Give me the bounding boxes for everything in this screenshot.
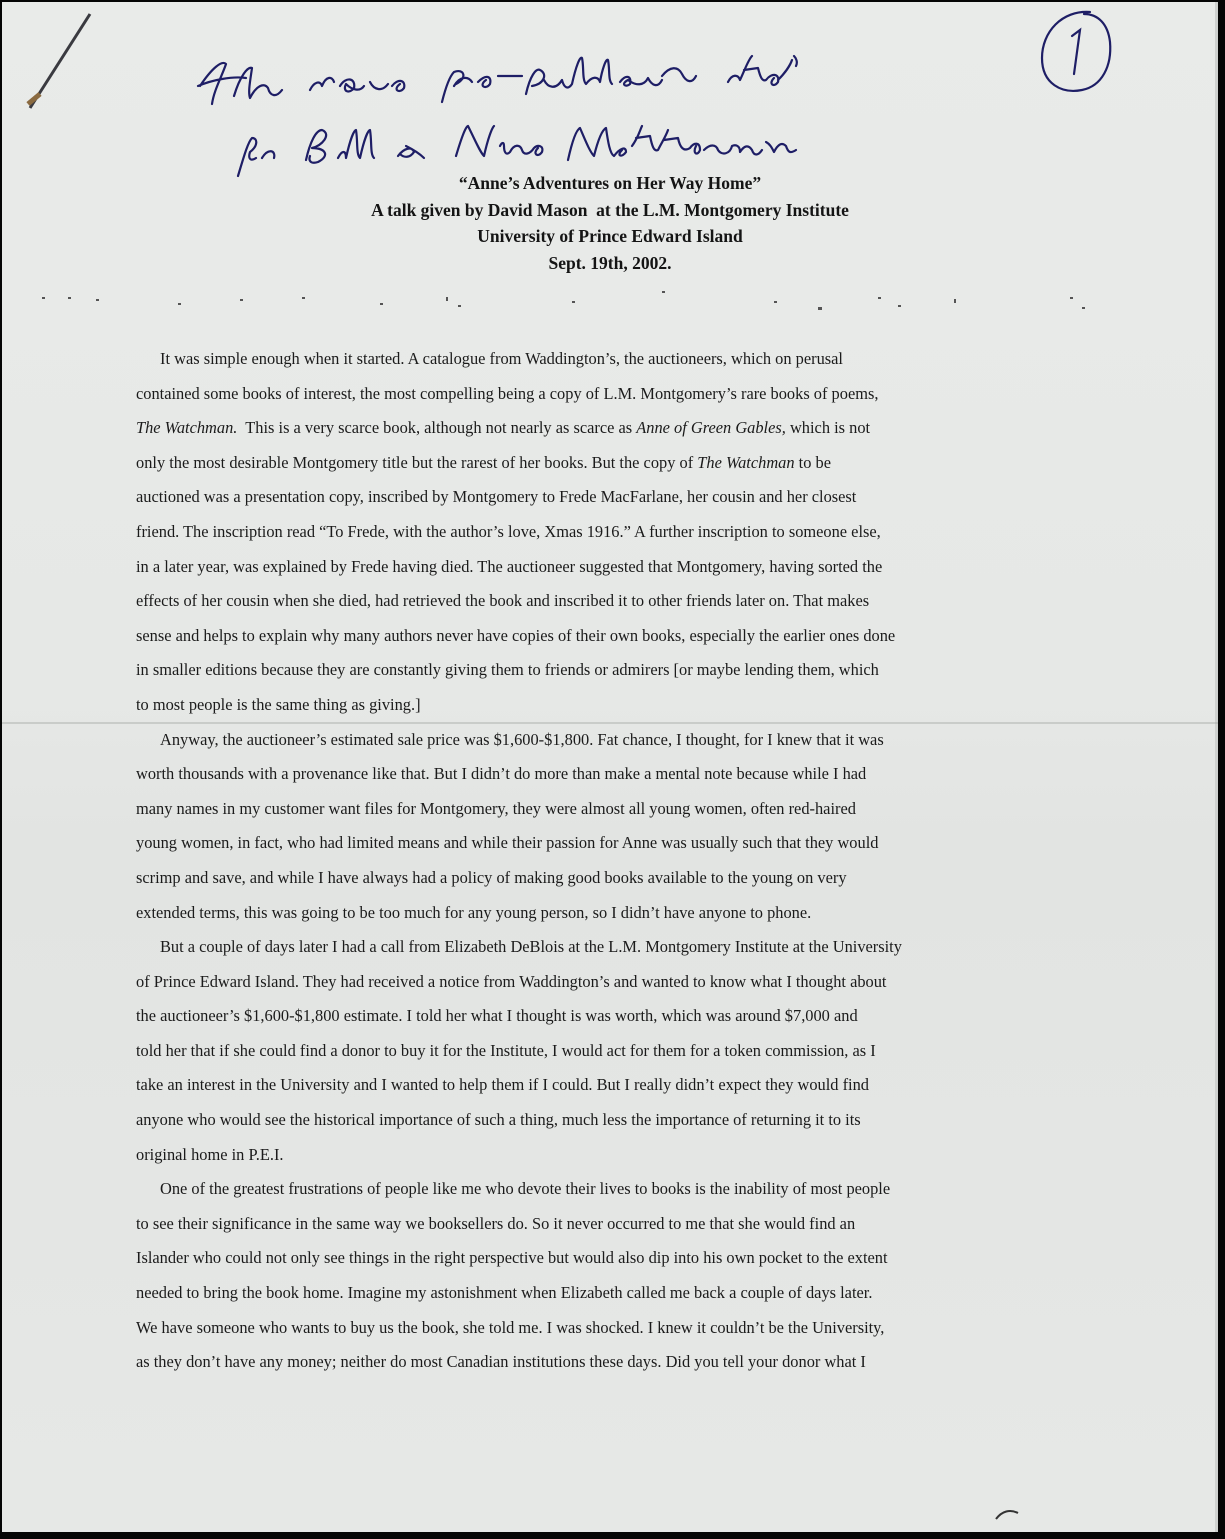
margin-mark: [992, 1507, 1022, 1523]
text-line: take an interest in the University and I wanted to help them if I could. But I really didn’t expect they would find: [136, 1075, 869, 1095]
paragraph-3: [136, 930, 1056, 1172]
text-line: many names in my customer want files for Montgomery, they were almost all young women, often red-haired: [136, 798, 856, 818]
book-title: The Watchman.: [136, 418, 238, 438]
text-line: anyone who would see the historical importance of such a thing, much less the importance of returning it to its: [136, 1110, 861, 1130]
text-line: of Prince Edward Island. They had received a notice from Waddington’s and wanted to know what I thought about: [136, 971, 887, 991]
text-line: [136, 446, 1056, 481]
text-line: in a later year, was explained by Frede having died. The auctioneer suggested that Montgomery, having sorted the: [136, 556, 883, 576]
paragraph-4: [136, 1172, 1056, 1380]
text-line: But a couple of days later I had a call from Elizabeth DeBlois at the L.M. Montgomery Institute at the University: [160, 937, 902, 957]
institution-name: University of Prince Edward Island: [477, 226, 743, 246]
paragraph-2: [136, 723, 1056, 931]
text-line: extended terms, this was going to be too much for any young person, so I didn’t have anyone to phone.: [136, 902, 812, 922]
pen-stroke-mark: [26, 8, 96, 118]
text-line: told her that if she could find a donor to buy it for the Institute, I would act for them for a token commission, as I: [136, 1040, 876, 1060]
talk-body: [136, 342, 1056, 1380]
book-title: Anne of Green Gables,: [636, 418, 786, 438]
text-run: only the most desirable Montgomery title but the rarest of her books. But the copy of: [136, 452, 698, 472]
text-line: friend. The inscription read “To Frede, with the author’s love, Xmas 1916.” A further inscription to someone else,: [136, 521, 881, 541]
talk-date: Sept. 19th, 2002.: [548, 252, 672, 273]
text-line: auctioned was a presentation copy, inscribed by Montgomery to Frede MacFarlane, her cousin and her closest: [136, 487, 857, 507]
book-title: The Watchman: [697, 452, 795, 472]
text-line: to most people is the same thing as giving.]: [136, 694, 421, 714]
paragraph-1: [136, 342, 1056, 723]
text-line: scrimp and save, and while I have always had a policy of making good books available to the young on very: [136, 867, 847, 887]
text-line: Anyway, the auctioneer’s estimated sale price was $1,600-$1,800. Fat chance, I thought, for I knew that it was: [160, 729, 884, 749]
text-line: the auctioneer’s $1,600-$1,800 estimate. I told her what I thought is was worth, which was around $7,000 and: [136, 1006, 858, 1026]
photocopy-specks: [2, 287, 1218, 317]
text-run: to be: [794, 452, 831, 472]
text-line: original home in P.E.I.: [136, 1144, 284, 1164]
text-line: sense and helps to explain why many authors never have copies of their own books, especially the earlier ones done: [136, 625, 896, 645]
text-run: which is not: [785, 418, 871, 438]
text-line: effects of her cousin when she died, had retrieved the book and inscribed it to other friends later on. That makes: [136, 591, 870, 611]
text-line: worth thousands with a provenance like that. But I didn’t do more than make a mental note because while I had: [136, 764, 867, 784]
text-line: in smaller editions because they are constantly giving them to friends or admirers [or maybe lending them, which: [136, 660, 879, 680]
text-run: This is a very scarce book, although not nearly as scarce as: [237, 418, 637, 438]
talk-header: [2, 170, 1218, 276]
text-line: [136, 411, 1056, 446]
text-line: It was simple enough when it started. A catalogue from Waddington’s, the auctioneers, which on perusal: [160, 349, 843, 368]
text-line: needed to bring the book home. Imagine my astonishment when Elizabeth called me back a couple of days later.: [136, 1283, 873, 1303]
talk-title: “Anne’s Adventures on Her Way Home”: [458, 173, 762, 193]
text-line: We have someone who wants to buy us the book, she told me. I was shocked. I knew it couldn’t be the University,: [136, 1317, 885, 1337]
text-line: to see their significance in the same way we booksellers do. So it never occurred to me that she would find an: [136, 1213, 856, 1233]
text-line: One of the greatest frustrations of people like me who devote their lives to books is the inability of most people: [160, 1179, 891, 1199]
text-line: Islander who could not only see things in the right perspective but would also dip into his own pocket to the extent: [136, 1248, 888, 1268]
text-line: as they don’t have any money; neither do most Canadian institutions these days. Did you tell your donor what I: [136, 1352, 866, 1372]
text-line: contained some books of interest, the most compelling being a copy of L.M. Montgomery’s rare books of poems,: [136, 383, 879, 403]
talk-subtitle: A talk given by David Mason at the L.M. Montgomery Institute: [371, 199, 849, 220]
text-line: young women, in fact, who had limited means and while their passion for Anne was usually such that they would: [136, 833, 879, 853]
document-page: [2, 2, 1218, 1532]
circled-page-number: [1032, 6, 1116, 98]
